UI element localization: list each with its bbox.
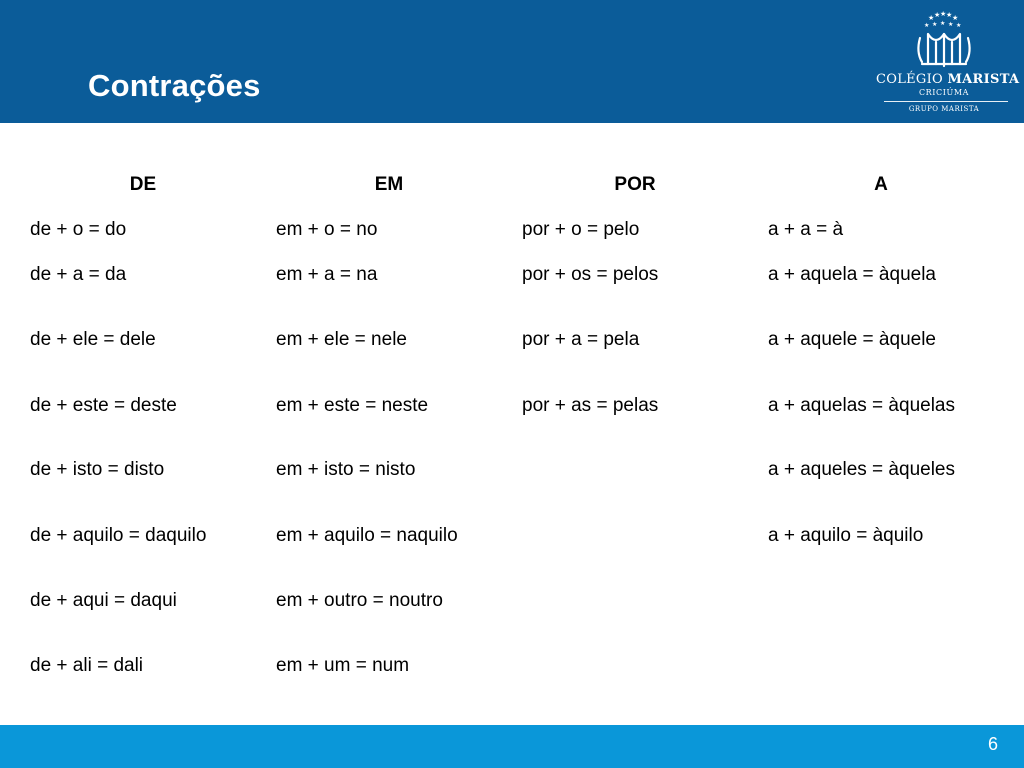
table-cell: de + isto = disto [30,459,165,480]
svg-text:★: ★ [940,10,947,18]
svg-text:★: ★ [952,14,959,22]
svg-text:★: ★ [934,11,941,19]
table-cell: por + as = pelas [522,395,659,416]
page-number: 6 [987,734,998,754]
svg-text:★: ★ [940,20,946,27]
logo-brand-prefix: COLÉGIO [876,72,944,87]
column-header-em: EM [374,174,404,195]
table-cell: em + ele = nele [276,329,407,350]
svg-text:★: ★ [946,11,953,19]
table-cell: de + ele = dele [30,329,156,350]
table-cell: de + o = do [30,219,127,240]
table-cell: a + a = à [768,219,844,240]
table-cell: de + este = deste [30,395,177,416]
table-cell: por + os = pelos [522,264,659,285]
column-header-por: POR [614,174,656,195]
footer-bar [0,725,1024,768]
svg-text:★: ★ [932,21,938,28]
logo-brand-name: MARISTA [947,72,1020,87]
column-header-a: A [874,174,888,195]
table-cell: em + este = neste [276,395,429,416]
table-cell: em + outro = noutro [276,590,443,611]
table-cell: em + a = na [276,264,378,285]
table-cell: por + o = pelo [522,219,640,240]
table-cell: em + um = num [276,655,410,676]
column-header-de: DE [129,174,157,195]
slide-title: Contrações [88,68,261,103]
svg-text:★: ★ [924,22,930,29]
table-cell: a + aquele = àquele [768,329,936,350]
table-cell: a + aqueles = àqueles [768,459,955,480]
table-cell: a + aquela = àquela [768,264,936,285]
table-cell: em + aquilo = naquilo [276,525,458,546]
logo-city: CRICIÚMA [918,88,970,97]
table-cell: de + ali = dali [30,655,144,676]
svg-text:★: ★ [928,14,935,22]
table-cell: de + aquilo = daquilo [30,525,207,546]
table-cell: em + o = no [276,219,378,240]
svg-text:★: ★ [956,22,962,29]
table-cell: de + a = da [30,264,127,285]
table-cell: a + aquilo = àquilo [768,525,924,546]
table-cell: de + aqui = daqui [30,590,177,611]
table-cell: por + a = pela [522,329,640,350]
table-cell: em + isto = nisto [276,459,416,480]
logo-group: GRUPO MARISTA [908,105,980,113]
svg-text:★: ★ [948,21,954,28]
table-cell: a + aquelas = àquelas [768,395,955,416]
